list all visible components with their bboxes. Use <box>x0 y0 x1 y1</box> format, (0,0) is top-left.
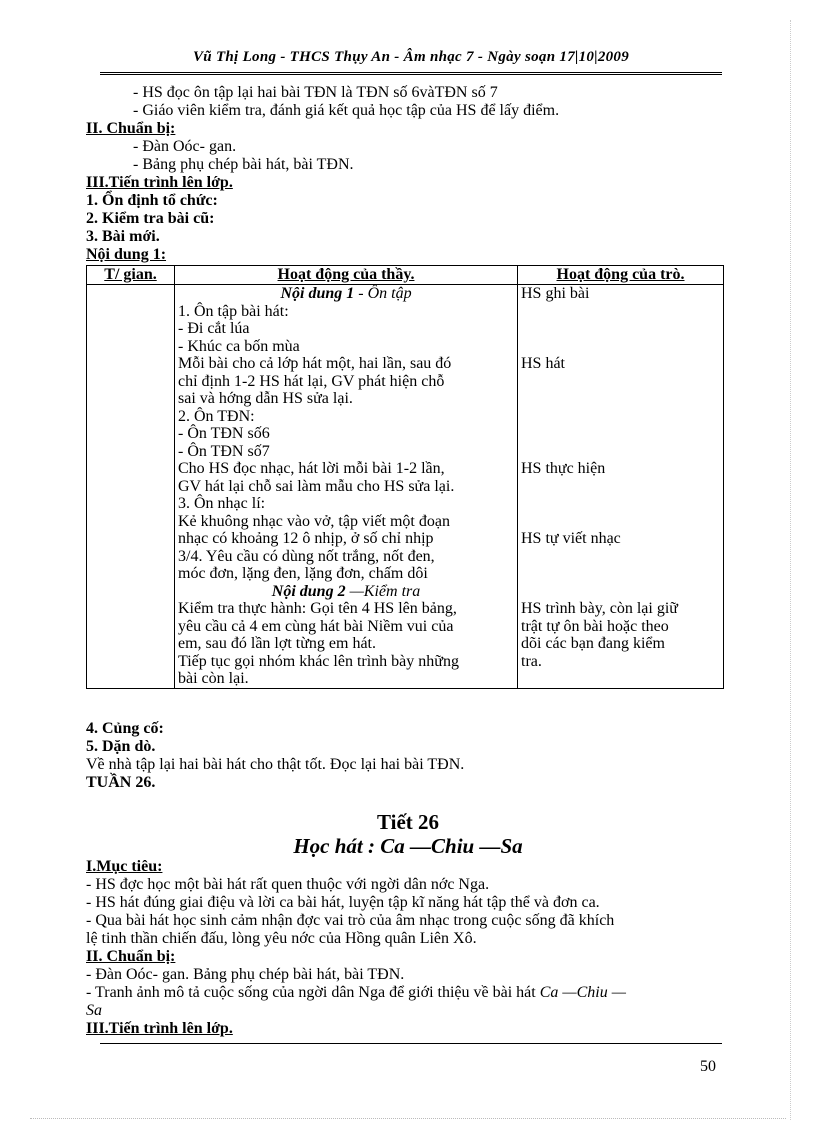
student-activity: HS ghi bài <box>521 285 590 302</box>
teacher-cell <box>175 285 518 689</box>
objective-line: - HS đợc học một bài hát rất quen thuộc với ngời dân nớc Nga. <box>86 876 490 893</box>
intro-line: - HS đọc ôn tập lại hai bài TĐN là TĐN số 6vàTĐN số 7 <box>133 84 498 101</box>
teacher-line: em, sau đó lần lợt từng em hát. <box>178 635 376 652</box>
prep-item-cont: Sa <box>86 1002 102 1019</box>
student-activity: HS hát <box>521 355 565 372</box>
page-header: Vũ Thị Long - THCS Thụy An - Âm nhạc 7 - Ngày soạn 17|10|2009 <box>192 49 630 65</box>
week-label: TUẦN 26. <box>86 774 156 791</box>
page-border-right <box>790 20 791 1120</box>
student-activity: HS thực hiện <box>521 460 606 477</box>
section-title: II. Chuẩn bị: <box>86 948 176 965</box>
header-rule-2 <box>100 74 722 75</box>
objective-line: lệ tinh thần chiến đấu, lòng yêu nớc của Hồng quân Liên Xô. <box>86 930 477 947</box>
section-title: I.Mục tiêu: <box>86 858 163 875</box>
student-activity: tra. <box>521 652 542 670</box>
footer-rule <box>100 1043 722 1044</box>
teacher-line: móc đơn, lặng đen, lặng đơn, chấm dôi <box>178 565 428 582</box>
page-number: 50 <box>700 1058 716 1075</box>
teacher-line: - Ôn TĐN số7 <box>178 442 270 460</box>
student-activity: HS tự viết nhạc <box>521 530 621 547</box>
teacher-line: chỉ định 1-2 HS hát lại, GV phát hiện chỗ <box>178 372 445 390</box>
prep-item: - Bảng phụ chép bài hát, bài TĐN. <box>133 156 354 173</box>
objective-line: - HS hát đúng giai điệu và lời ca bài hát, luyện tập kĩ năng hát tập thể và đơn ca. <box>86 894 600 911</box>
teacher-line: 3/4. Yêu cầu có dùng nốt trắng, nốt đen, <box>178 547 435 565</box>
page-border-bottom <box>30 1118 786 1119</box>
activity-table <box>86 265 724 689</box>
teacher-line: - Ôn TĐN số6 <box>178 425 270 442</box>
section-title: II. Chuẩn bị: <box>86 120 176 137</box>
content-1-title: Nội dung 1 - Ôn tập <box>280 285 412 302</box>
prep-item: - Đàn Oóc- gan. Bảng phụ chép bài hát, bài TĐN. <box>86 966 405 983</box>
teacher-line: - Khúc ca bốn mùa <box>178 337 300 355</box>
header-rule <box>100 72 722 73</box>
section-title: III.Tiến trình lên lớp. <box>86 1020 233 1037</box>
student-cell <box>518 285 724 689</box>
step: 4. Củng cố: <box>86 720 164 737</box>
content-2-title: Nội dung 2 —Kiểm tra <box>271 582 421 600</box>
student-activity: trật tự ôn bài hoặc theo <box>521 617 669 635</box>
step: 5. Dặn dò. <box>86 738 156 755</box>
teacher-lines-2 <box>178 600 514 688</box>
student-activity: dõi các bạn đang kiểm <box>521 635 665 652</box>
teacher-line: 1. Ôn tập bài hát: <box>178 302 289 320</box>
teacher-line: 2. Ôn TĐN: <box>178 407 255 425</box>
column-header-time: T/ gian. <box>87 266 175 285</box>
teacher-line: GV hát lại chỗ sai làm mẫu cho HS sửa lại. <box>178 477 455 495</box>
step: 2. Kiểm tra bài cũ: <box>86 210 215 227</box>
teacher-line: nhạc có khoảng 12 ô nhịp, ở số chỉ nhịp <box>178 530 434 547</box>
teacher-line: bài còn lại. <box>178 670 249 687</box>
student-activity: HS trình bày, còn lại giữ <box>521 600 678 617</box>
time-cell <box>87 285 175 689</box>
teacher-line: 3. Ôn nhạc lí: <box>178 495 266 512</box>
column-header-teacher: Hoạt động của thầy. <box>175 266 518 285</box>
teacher-line: yêu cầu cả 4 em cùng hát bài Niềm vui của <box>178 617 454 635</box>
prep-item: - Tranh ảnh mô tả cuộc sống của ngời dân Nga để giới thiệu về bài hát Ca —Chiu — <box>86 984 626 1001</box>
lesson-title: Tiết 26 <box>376 810 440 834</box>
step: 1. Ổn định tổ chức: <box>86 192 218 209</box>
content-heading: Nội dung 1: <box>86 246 167 263</box>
teacher-line: Kiểm tra thực hành: Gọi tên 4 HS lên bảng, <box>178 600 457 617</box>
section-title: III.Tiến trình lên lớp. <box>86 174 233 191</box>
objective-line: - Qua bài hát học sinh cảm nhận đợc vai trò của âm nhạc trong cuộc sống đã khích <box>86 912 615 929</box>
homework-text: Về nhà tập lại hai bài hát cho thật tốt. Đọc lại hai bài TĐN. <box>86 756 465 773</box>
intro-line: - Giáo viên kiểm tra, đánh giá kết quả học tập của HS để lấy điểm. <box>133 102 560 119</box>
teacher-line: Mỗi bài cho cả lớp hát một, hai lần, sau đó <box>178 355 452 372</box>
prep-item: - Đàn Oóc- gan. <box>133 138 237 155</box>
teacher-line: Cho HS đọc nhạc, hát lời mỗi bài 1-2 lần, <box>178 460 445 477</box>
column-header-student: Hoạt động của trò. <box>518 266 724 285</box>
teacher-line: Kẻ khuông nhạc vào vở, tập viết một đoạn <box>178 512 450 530</box>
teacher-lines-1 <box>178 303 514 583</box>
teacher-line: - Đi cắt lúa <box>178 320 250 337</box>
lesson-subtitle: Học hát : Ca —Chiu —Sa <box>293 834 523 858</box>
step: 3. Bài mới. <box>86 228 160 245</box>
teacher-line: Tiếp tục gọi nhóm khác lên trình bày những <box>178 652 459 670</box>
teacher-line: sai và hớng dẫn HS sửa lại. <box>178 390 353 407</box>
